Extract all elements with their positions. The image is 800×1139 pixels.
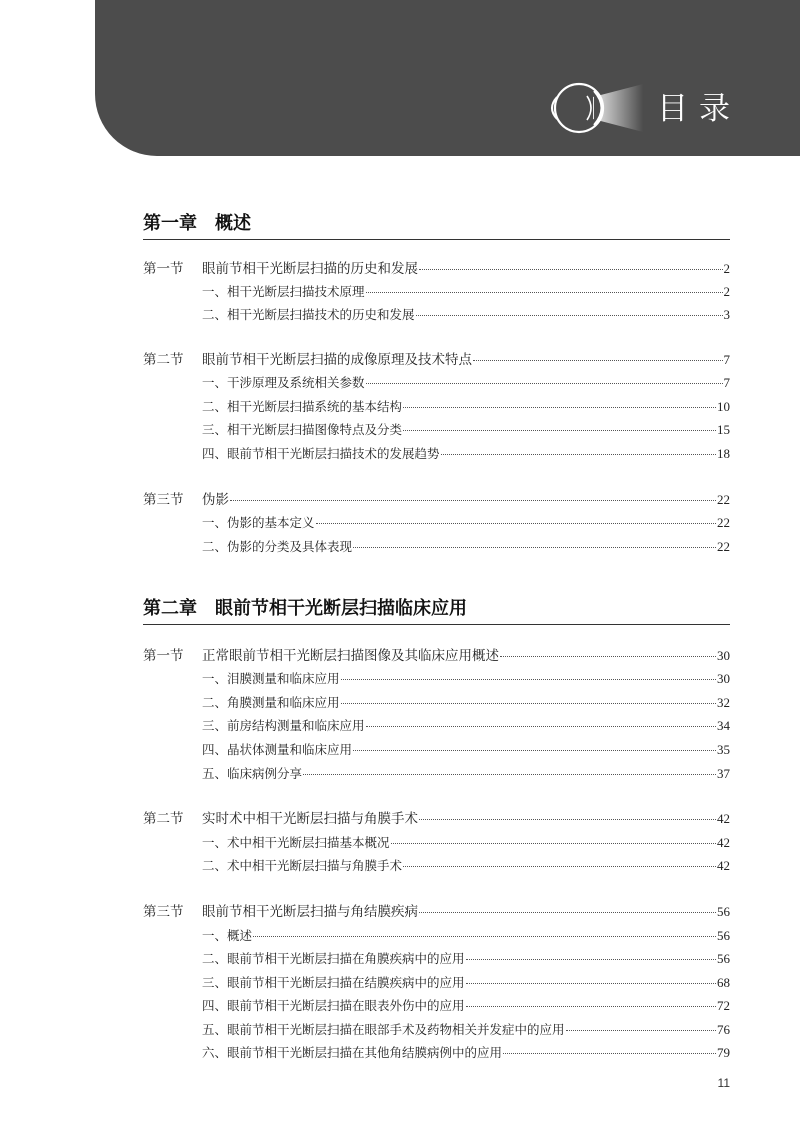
- item-title: 四、晶状体测量和临床应用: [202, 742, 353, 757]
- chapter-heading: [143, 590, 730, 625]
- item-title: 二、眼前节相干光断层扫描在角膜疾病中的应用: [202, 951, 465, 966]
- page-ref: 72: [717, 998, 730, 1013]
- dot-leader: [416, 315, 723, 316]
- toc-item-row[interactable]: [202, 832, 730, 854]
- page-ref: 7: [723, 375, 730, 390]
- dot-leader: [341, 679, 716, 680]
- section-title: 眼前节相干光断层扫描的历史和发展: [202, 261, 418, 277]
- toc-item-row[interactable]: [202, 855, 730, 877]
- dot-leader: [391, 843, 716, 844]
- dot-leader: [419, 819, 716, 820]
- section-number: 第一节: [143, 648, 184, 664]
- toc-item-row[interactable]: [202, 1019, 730, 1041]
- item-title: 一、泪膜测量和临床应用: [202, 671, 340, 686]
- chapter-heading: [143, 205, 730, 240]
- toc-item-row[interactable]: [202, 948, 730, 970]
- page-ref: 3: [723, 307, 730, 322]
- page-ref: 42: [717, 858, 730, 873]
- item-title: 六、眼前节相干光断层扫描在其他角结膜病例中的应用: [202, 1045, 503, 1060]
- section-title: 眼前节相干光断层扫描与角结膜疾病: [202, 904, 418, 920]
- item-title: 二、角膜测量和临床应用: [202, 695, 340, 710]
- item-title: 三、相干光断层扫描图像特点及分类: [202, 422, 403, 437]
- dot-leader: [230, 500, 716, 501]
- item-title: 二、相干光断层扫描系统的基本结构: [202, 399, 403, 414]
- page-ref: 22: [717, 492, 730, 507]
- dot-leader: [466, 959, 716, 960]
- page-ref: 18: [717, 446, 730, 461]
- item-title: 二、术中相干光断层扫描与角膜手术: [202, 858, 403, 873]
- dot-leader: [566, 1030, 716, 1031]
- item-title: 二、伪影的分类及具体表现: [202, 539, 353, 554]
- dot-leader: [316, 523, 716, 524]
- page-ref: 42: [717, 811, 730, 826]
- toc-item-row[interactable]: [202, 419, 730, 441]
- toc-item-row[interactable]: [202, 763, 730, 785]
- dot-leader: [441, 454, 716, 455]
- toc-item-row[interactable]: [202, 443, 730, 465]
- page-ref: 68: [717, 975, 730, 990]
- dot-leader: [366, 383, 723, 384]
- toc-item-row[interactable]: [202, 304, 730, 326]
- page-ref: 42: [717, 835, 730, 850]
- item-title: 一、干涉原理及系统相关参数: [202, 375, 365, 390]
- section-number: 第一节: [143, 261, 184, 277]
- section-number: 第三节: [143, 492, 184, 508]
- item-title: 一、术中相干光断层扫描基本概况: [202, 835, 390, 850]
- page-title: 目录: [657, 91, 741, 127]
- section-title: 眼前节相干光断层扫描的成像原理及技术特点: [202, 352, 472, 368]
- dot-leader: [419, 912, 716, 913]
- item-title: 三、眼前节相干光断层扫描在结膜疾病中的应用: [202, 975, 465, 990]
- toc-item-row[interactable]: [202, 512, 730, 534]
- page-ref: 56: [717, 951, 730, 966]
- section-number: 第二节: [143, 352, 184, 368]
- toc-item-row[interactable]: [202, 396, 730, 418]
- page-ref: 79: [717, 1045, 730, 1060]
- toc-item-row[interactable]: [202, 372, 730, 394]
- page-ref: 22: [717, 515, 730, 530]
- chapter-title: 第一章 概述: [143, 213, 251, 234]
- page-ref: 10: [717, 399, 730, 414]
- page-ref: 2: [723, 284, 730, 299]
- item-title: 四、眼前节相干光断层扫描在眼表外伤中的应用: [202, 998, 465, 1013]
- page-ref: 56: [717, 904, 730, 919]
- toc-item-row[interactable]: [202, 925, 730, 947]
- dot-leader: [403, 866, 716, 867]
- item-title: 二、相干光断层扫描技术的历史和发展: [202, 307, 415, 322]
- item-title: 四、眼前节相干光断层扫描技术的发展趋势: [202, 446, 440, 461]
- item-title: 一、相干光断层扫描技术原理: [202, 284, 365, 299]
- toc-section-row[interactable]: [143, 645, 730, 667]
- dot-leader: [303, 774, 716, 775]
- item-title: 五、眼前节相干光断层扫描在眼部手术及药物相关并发症中的应用: [202, 1022, 565, 1037]
- page-ref: 30: [717, 648, 730, 663]
- item-title: 五、临床病例分享: [202, 766, 303, 781]
- dot-leader: [473, 360, 723, 361]
- dot-leader: [366, 726, 716, 727]
- dot-leader: [466, 983, 716, 984]
- toc-item-row[interactable]: [202, 1042, 730, 1064]
- dot-leader: [353, 750, 716, 751]
- dot-leader: [341, 703, 716, 704]
- toc-item-row[interactable]: [202, 692, 730, 714]
- dot-leader: [466, 1006, 716, 1007]
- chapter-title: 第二章 眼前节相干光断层扫描临床应用: [143, 598, 467, 619]
- toc-item-row[interactable]: [202, 995, 730, 1017]
- item-title: 三、前房结构测量和临床应用: [202, 718, 365, 733]
- toc-section-row[interactable]: [143, 808, 730, 830]
- toc-item-row[interactable]: [202, 972, 730, 994]
- dot-leader: [419, 269, 723, 270]
- toc-section-row[interactable]: [143, 489, 730, 511]
- page-ref: 34: [717, 718, 730, 733]
- dot-leader: [366, 292, 723, 293]
- toc-item-row[interactable]: [202, 536, 730, 558]
- dot-leader: [500, 656, 716, 657]
- page-ref: 32: [717, 695, 730, 710]
- toc-item-row[interactable]: [202, 281, 730, 303]
- toc-section-row[interactable]: [143, 258, 730, 280]
- eye-cross-section-icon: [535, 73, 645, 143]
- toc-section-row[interactable]: [143, 901, 730, 923]
- item-title: 一、概述: [202, 928, 253, 943]
- item-title: 一、伪影的基本定义: [202, 515, 315, 530]
- section-number: 第三节: [143, 904, 184, 920]
- toc-item-row[interactable]: [202, 739, 730, 761]
- dot-leader: [403, 430, 716, 431]
- page-ref: 2: [723, 261, 730, 276]
- page-ref: 7: [723, 352, 730, 367]
- dot-leader: [253, 936, 716, 937]
- page-ref: 35: [717, 742, 730, 757]
- dot-leader: [403, 407, 716, 408]
- section-title: 伪影: [202, 492, 229, 508]
- dot-leader: [503, 1053, 716, 1054]
- page-ref: 76: [717, 1022, 730, 1037]
- toc-section-row[interactable]: [143, 349, 730, 371]
- page-ref: 22: [717, 539, 730, 554]
- section-number: 第二节: [143, 811, 184, 827]
- dot-leader: [353, 547, 716, 548]
- section-title: 正常眼前节相干光断层扫描图像及其临床应用概述: [202, 648, 499, 664]
- page-number: 11: [717, 1076, 730, 1090]
- section-title: 实时术中相干光断层扫描与角膜手术: [202, 811, 418, 827]
- page-ref: 37: [717, 766, 730, 781]
- toc-item-row[interactable]: [202, 668, 730, 690]
- page-ref: 56: [717, 928, 730, 943]
- page-ref: 30: [717, 671, 730, 686]
- toc-item-row[interactable]: [202, 715, 730, 737]
- page-ref: 15: [717, 422, 730, 437]
